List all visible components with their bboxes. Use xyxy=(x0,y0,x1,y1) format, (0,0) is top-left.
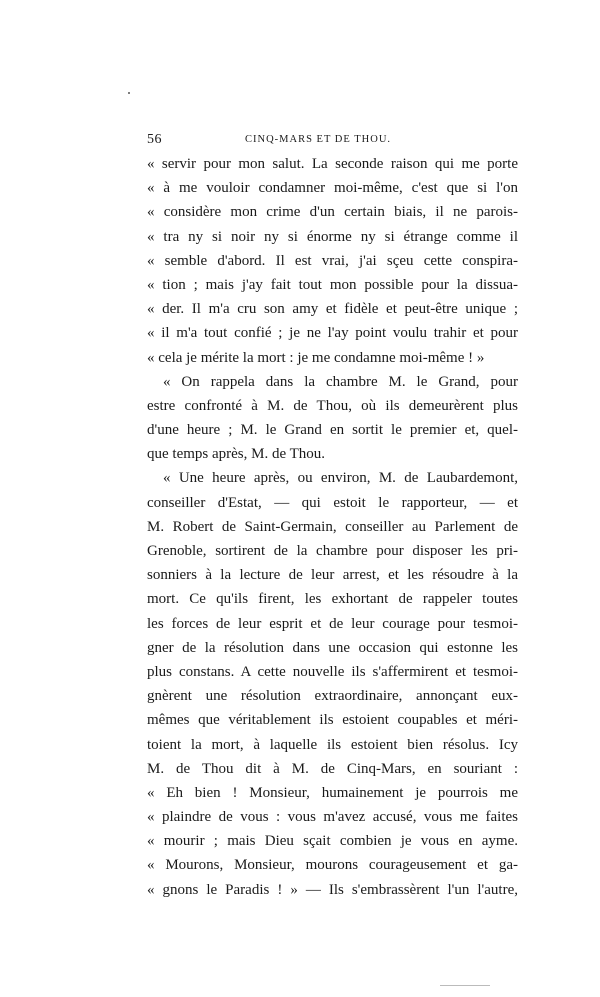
text-line: gner de la résolution dans une occasion qui estonne les xyxy=(147,639,518,656)
text-line: « Eh bien ! Monsieur, humainement je pourrois me xyxy=(147,784,518,801)
running-head xyxy=(147,132,517,150)
text-line: estre confronté à M. de Thou, où ils demeurèrent plus xyxy=(147,397,518,414)
text-line: mêmes que véritablement ils estoient coupables et méri- xyxy=(147,712,518,729)
text-line: « il m'a tout confié ; je ne l'ay point voulu trahir et pour xyxy=(147,325,518,342)
text-line: toient la mort, à laquelle ils estoient bien résolus. Icy xyxy=(147,736,518,753)
text-line: M. de Thou dit à M. de Cinq-Mars, en souriant : xyxy=(147,760,518,777)
body-text xyxy=(147,152,518,902)
text-line: « plaindre de vous : vous m'avez accusé, vous me faites xyxy=(147,809,518,826)
running-head-title: CINQ-MARS ET DE THOU. xyxy=(245,134,392,145)
page-number: 56 xyxy=(147,132,162,147)
text-line: « mourir ; mais Dieu sçait combien je vous en ayme. xyxy=(147,833,518,850)
text-line: M. Robert de Saint-Germain, conseiller au Parlement de xyxy=(147,518,518,535)
text-line: plus constans. A cette nouvelle ils s'affermirent et tesmoi- xyxy=(147,663,518,680)
text-line: d'une heure ; M. le Grand en sortit le premier et, quel- xyxy=(147,422,518,439)
text-line: gnèrent une résolution extraordinaire, annonçant eux- xyxy=(147,688,518,705)
text-line: « Mourons, Monsieur, mourons courageusement et ga- xyxy=(147,857,518,874)
text-line: « tra ny si noir ny si énorme ny si étrange comme il xyxy=(147,228,518,245)
text-line: mort. Ce qu'ils firent, les exhortant de rappeler toutes xyxy=(147,591,518,608)
print-speck xyxy=(128,92,130,94)
text-line: « à me vouloir condamner moi-même, c'est que si l'on xyxy=(147,180,518,197)
text-line: que temps après, M. de Thou. xyxy=(147,446,326,463)
text-line: « cela je mérite la mort : je me condamne moi-même ! » xyxy=(147,349,485,366)
text-line: conseiller d'Estat, — qui estoit le rapporteur, — et xyxy=(147,494,518,511)
text-line: Grenoble, sortirent de la chambre pour disposer les pri- xyxy=(147,543,518,559)
text-line: les forces de leur esprit et de leur courage pour tesmoi- xyxy=(147,615,518,632)
text-line: « tion ; mais j'ay fait tout mon possible pour la dissua- xyxy=(147,276,518,293)
text-line: « servir pour mon salut. La seconde raison qui me porte xyxy=(147,156,518,172)
text-line: « On rappela dans la chambre M. le Grand, pour xyxy=(163,373,518,390)
text-line: sonniers à la lecture de leur arrest, et les résoudre à la xyxy=(147,567,518,584)
text-line: « considère mon crime d'un certain biais, il ne parois- xyxy=(147,204,518,221)
text-line: « Une heure après, ou environ, M. de Laubardemont, xyxy=(163,470,518,487)
text-line: « der. Il m'a cru son amy et fidèle et peut-être unique ; xyxy=(147,301,518,318)
text-line: « semble d'abord. Il est vrai, j'ai sçeu cette conspira- xyxy=(147,252,518,269)
text-line: « gnons le Paradis ! » — Ils s'embrassèrent l'un l'autre, xyxy=(147,881,518,898)
bottom-rule xyxy=(440,985,490,986)
